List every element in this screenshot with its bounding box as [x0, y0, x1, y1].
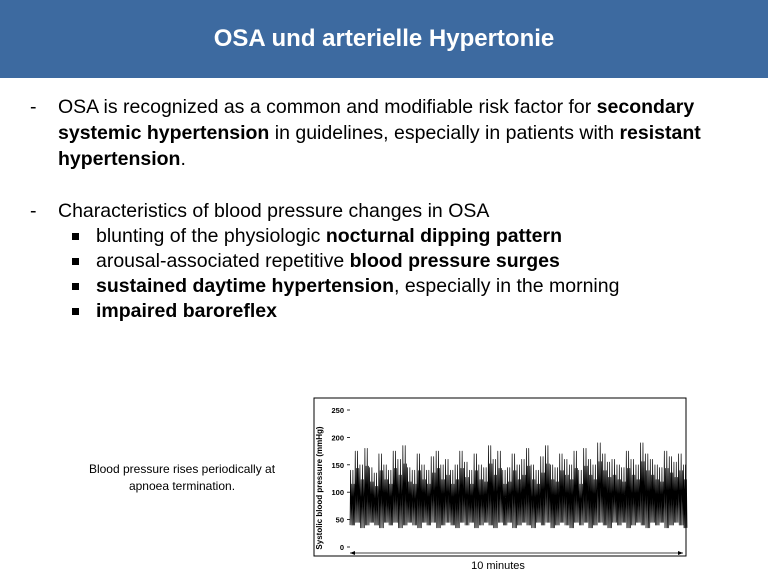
time-arrow-right-icon: [678, 551, 683, 555]
sub-bullet-bold: sustained daytime hypertension: [96, 275, 394, 297]
figure-caption: Blood pressure rises periodically at apnoea termination.: [88, 462, 276, 493]
square-bullet-icon: [72, 233, 79, 240]
square-bullet-icon: [72, 308, 79, 315]
bullet-text-bold: resistant hypertension: [58, 122, 701, 170]
dash-marker: -: [30, 96, 37, 118]
bullet-list: [0, 94, 768, 324]
x-axis-label: 10 minutes: [471, 560, 525, 572]
sub-bullet-bold: nocturnal dipping pattern: [325, 225, 562, 247]
time-arrow-left-icon: [350, 551, 355, 555]
y-axis-label: Systolic blood pressure (mmHg): [315, 426, 324, 550]
y-tick-label: 250: [331, 406, 344, 415]
bp-series-line: [350, 443, 687, 528]
title-bar: [0, 0, 768, 78]
sub-bullet-daytime: [58, 274, 748, 299]
y-tick-label: 150: [331, 460, 344, 470]
bullet-osa-risk-factor: [0, 94, 748, 172]
y-tick-label: 200: [331, 433, 344, 443]
y-tick-label: 100: [331, 488, 344, 498]
sub-bullet-baroreflex: [58, 299, 748, 324]
square-bullet-icon: [72, 283, 79, 290]
bullet-bp-characteristics: [0, 198, 748, 324]
bullet-text-segment: in guidelines, especially in patients with: [269, 122, 620, 144]
bp-trace: [350, 443, 687, 528]
bullet-text: [58, 96, 701, 170]
sub-bullet-text: arousal-associated repetitive: [96, 250, 350, 272]
slide-title: OSA und arterielle Hypertonie: [213, 25, 555, 52]
sub-bullet-bold: blood pressure surges: [349, 250, 560, 272]
sub-bullet-surges: [58, 249, 748, 274]
sub-bullet-list: [58, 224, 748, 324]
bullet-text-bold: secondary systemic hypertension: [58, 96, 695, 144]
bp-chart: [305, 396, 690, 576]
y-tick-label: 50: [335, 515, 344, 525]
square-bullet-icon: [72, 258, 79, 265]
sub-bullet-dipping: [58, 224, 748, 249]
bullet-text-segment: .: [180, 148, 186, 170]
bullet-text-segment: OSA is recognized as a common and modifiable risk factor for: [58, 96, 597, 118]
dash-marker: -: [30, 200, 37, 222]
bullet-text: Characteristics of blood pressure changes in OSA: [58, 200, 490, 222]
y-tick-label: 0: [339, 543, 344, 552]
sub-bullet-text: blunting of the physiologic: [96, 225, 326, 247]
sub-bullet-bold: impaired baroreflex: [96, 300, 277, 322]
y-axis-ticks: [331, 406, 350, 552]
sub-bullet-text: , especially in the morning: [394, 275, 620, 297]
bp-chart-svg: [305, 396, 690, 576]
